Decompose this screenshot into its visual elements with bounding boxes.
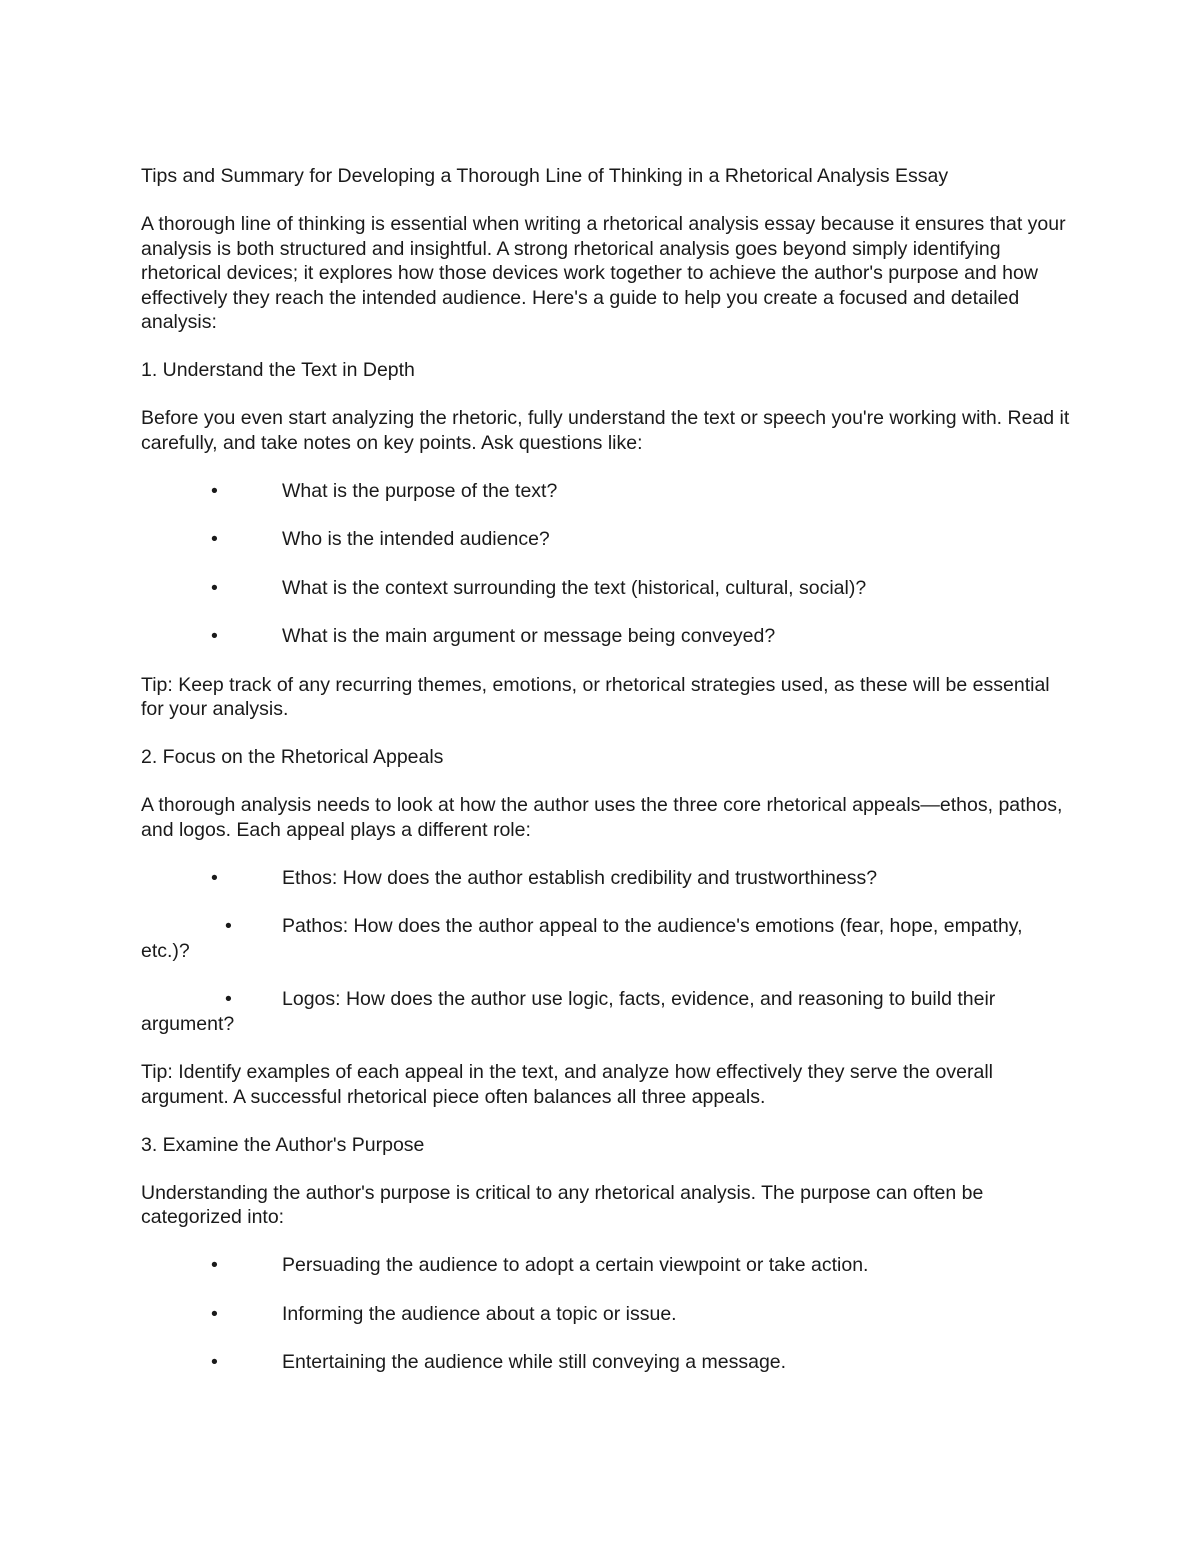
bullet-icon: • bbox=[211, 1302, 218, 1325]
list-item bbox=[141, 1302, 1071, 1327]
bullet-icon: • bbox=[211, 479, 218, 502]
document-page bbox=[141, 164, 1071, 1399]
list-item bbox=[141, 1253, 1071, 1278]
bullet-icon: • bbox=[211, 576, 218, 599]
bullet-icon: • bbox=[211, 528, 218, 550]
list-item-text: What is the context surrounding the text (historical, cultural, social)? bbox=[282, 576, 867, 599]
list-item-text: Ethos: How does the author establish credibility and trustworthiness? bbox=[282, 866, 878, 889]
list-item bbox=[141, 527, 1071, 552]
bullet-icon: • bbox=[225, 915, 232, 937]
list-item bbox=[141, 479, 1071, 504]
bullet-icon: • bbox=[211, 625, 218, 647]
bullet-icon: • bbox=[211, 1351, 218, 1373]
list-item-text: What is the main argument or message being conveyed? bbox=[282, 625, 776, 647]
section-heading-rhetorical-appeals: 2. Focus on the Rhetorical Appeals bbox=[141, 746, 444, 768]
section-body-rhetorical-appeals: A thorough analysis needs to look at how the author uses the three core rhetorical appeals—ethos, pathos, and logos. Each appeal plays a different role: bbox=[141, 794, 1063, 841]
list-item bbox=[141, 624, 1071, 649]
list-item-text: What is the purpose of the text? bbox=[282, 479, 558, 502]
list-item bbox=[141, 866, 1071, 891]
list-item bbox=[141, 576, 1071, 601]
list-item-text: Who is the intended audience? bbox=[282, 528, 550, 550]
list-item-text: Informing the audience about a topic or issue. bbox=[282, 1302, 677, 1325]
tip-paragraph: Tip: Identify examples of each appeal in the text, and analyze how effectively they serve the overall argument. A successful rhetorical piece often balances all three appeals. bbox=[141, 1061, 993, 1108]
list-item bbox=[141, 987, 1071, 1036]
bullet-icon: • bbox=[211, 866, 218, 889]
intro-paragraph: A thorough line of thinking is essential when writing a rhetorical analysis essay because it ensures that your analysis is both structured and insightful. A strong rhetorical analysis goes beyond simply identifying rhetorical devices; it explores how those devices work together to achieve the author's purpose and how effectively they reach the intended audience. Here's a guide to help you create a focused and detailed analysis: bbox=[141, 213, 1066, 333]
list-item bbox=[141, 914, 1071, 963]
section-heading-author-purpose: 3. Examine the Author's Purpose bbox=[141, 1133, 425, 1156]
list-item-text: Logos: How does the author use logic, facts, evidence, and reasoning to build their argument? bbox=[141, 988, 996, 1035]
section-body-understand-text: Before you even start analyzing the rhetoric, fully understand the text or speech you're working with. Read it carefully, and take notes on key points. Ask questions like: bbox=[141, 407, 1070, 454]
list-item-text: Persuading the audience to adopt a certain viewpoint or take action. bbox=[282, 1254, 869, 1276]
list-item bbox=[141, 1350, 1071, 1375]
document-title: Tips and Summary for Developing a Thorough Line of Thinking in a Rhetorical Analysis Essay bbox=[141, 165, 949, 187]
bullet-icon: • bbox=[225, 988, 232, 1010]
bullet-icon: • bbox=[211, 1254, 218, 1276]
section-heading-understand-text: 1. Understand the Text in Depth bbox=[141, 359, 415, 381]
tip-paragraph: Tip: Keep track of any recurring themes, emotions, or rhetorical strategies used, as these will be essential for your analysis. bbox=[141, 673, 1050, 720]
list-item-text: Pathos: How does the author appeal to the audience's emotions (fear, hope, empathy, etc.)? bbox=[141, 915, 1023, 962]
list-item-text: Entertaining the audience while still conveying a message. bbox=[282, 1351, 787, 1373]
section-body-author-purpose: Understanding the author's purpose is critical to any rhetorical analysis. The purpose can often be categorized into: bbox=[141, 1181, 984, 1228]
